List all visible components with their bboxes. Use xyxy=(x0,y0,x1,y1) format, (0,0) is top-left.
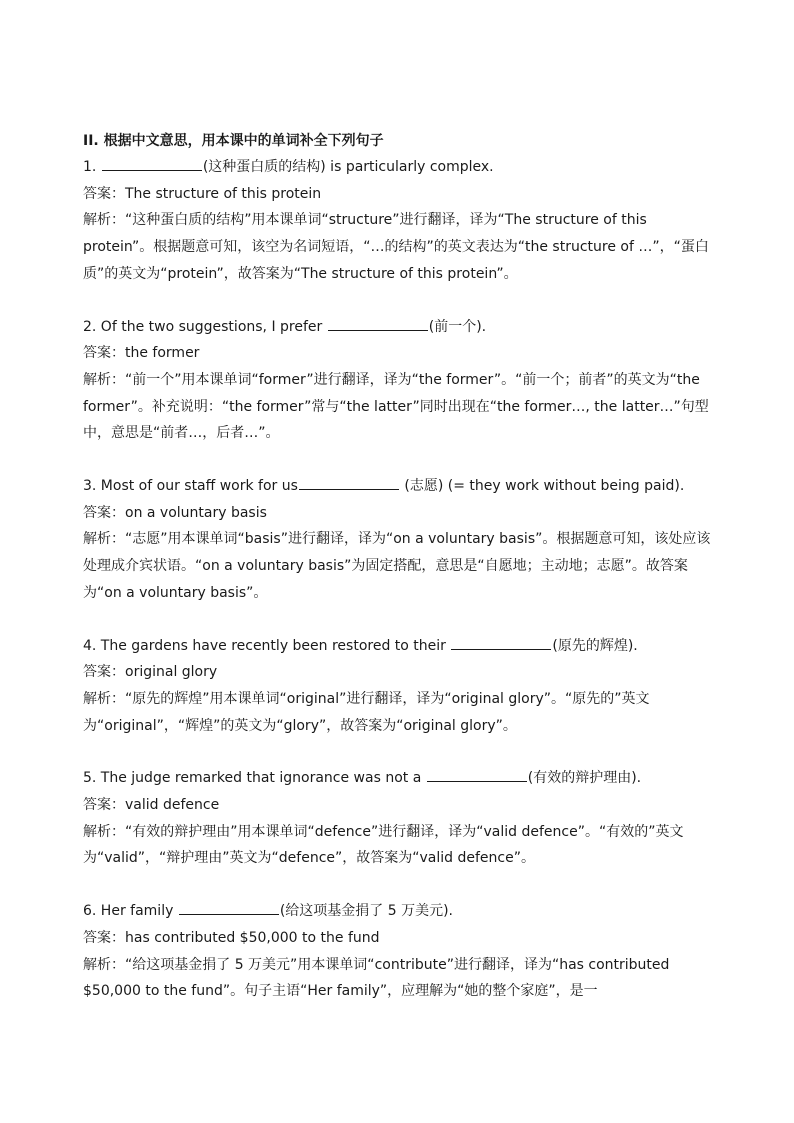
question-4-prefix: 4. The gardens have recently been restored to their xyxy=(83,637,451,654)
question-4 xyxy=(83,633,715,660)
analysis-3: 解析：“志愿”用本课单词“basis”进行翻译，译为“on a voluntary basis”。根据题意可知，该处应该处理成介宾状语。“on a voluntary basis”为固定搭配，意思是“自愿地；主动地；志愿”。故答案为“on a voluntary basis”。 xyxy=(83,531,711,601)
exercise-item-3 xyxy=(83,473,715,607)
question-2 xyxy=(83,314,715,341)
question-3 xyxy=(83,473,715,500)
answer-6: 答案：has contributed $50,000 to the fund xyxy=(83,929,380,946)
question-6-suffix: (给这项基金捐了 5 万美元). xyxy=(279,903,454,920)
answer-4: 答案：original glory xyxy=(83,664,218,681)
question-1-suffix: (这种蛋白质的结构) is particularly complex. xyxy=(202,159,494,175)
exercise-item-1 xyxy=(83,154,715,288)
answer-blank-6 xyxy=(179,900,279,915)
answer-5: 答案：valid defence xyxy=(83,797,220,814)
answer-blank-5 xyxy=(427,767,527,782)
document-page xyxy=(83,128,715,1031)
exercise-item-5 xyxy=(83,765,715,872)
question-2-suffix: (前一个). xyxy=(428,318,487,335)
question-5-suffix: (有效的辩护理由). xyxy=(527,770,642,787)
exercise-item-6 xyxy=(83,898,715,1005)
answer-blank-3 xyxy=(299,475,399,490)
answer-blank-1 xyxy=(102,156,202,171)
question-5 xyxy=(83,765,715,792)
analysis-2: 解析：“前一个”用本课单词“former”进行翻译，译为“the former”。“前一个；前者”的英文为“the former”。补充说明：“the former”常与“the latter”同时出现在“the former…, the latter…”句型中，意思是“前者…，后者…”。 xyxy=(83,371,709,442)
analysis-5: 解析：“有效的辩护理由”用本课单词“defence”进行翻译，译为“valid defence”。“有效的”英文为“valid”，“辩护理由”英文为“defence”，故答案为“valid defence”。 xyxy=(83,823,684,867)
analysis-4: 解析：“原先的辉煌”用本课单词“original”进行翻译，译为“original glory”。“原先的”英文为“original”，“辉煌”的英文为“glory”，故答案为“original glory”。 xyxy=(83,690,650,734)
question-4-suffix: (原先的辉煌). xyxy=(552,637,638,654)
answer-2: 答案：the former xyxy=(83,345,200,362)
question-6 xyxy=(83,898,715,925)
question-3-suffix: (志愿) (= they work without being paid). xyxy=(399,478,685,495)
answer-blank-4 xyxy=(451,635,551,650)
analysis-1: 解析：“这种蛋白质的结构”用本课单词“structure”进行翻译，译为“The structure of this protein”。根据题意可知，该空为名词短语，“…的结构”的英文表达为“the structure of …”，“蛋白质”的英文为“protein”，故答案为“The structure of this protein”。 xyxy=(83,212,709,282)
question-3-prefix: 3. Most of our staff work for us xyxy=(83,478,298,495)
answer-3: 答案：on a voluntary basis xyxy=(83,504,267,521)
question-1 xyxy=(83,154,715,181)
analysis-6: 解析：“给这项基金捐了 5 万美元”用本课单词“contribute”进行翻译，译为“has contributed $50,000 to the fund”。句子主语“Her family”，应理解为“她的整个家庭”，是一 xyxy=(83,956,670,1000)
question-2-prefix: 2. Of the two suggestions, I prefer xyxy=(83,318,327,335)
answer-1: 答案：The structure of this protein xyxy=(83,185,322,202)
question-1-prefix: 1. xyxy=(83,159,101,175)
answer-blank-2 xyxy=(328,316,428,331)
exercise-item-2 xyxy=(83,314,715,448)
question-6-prefix: 6. Her family xyxy=(83,903,178,920)
exercise-item-4 xyxy=(83,633,715,740)
section-heading: II. 根据中文意思，用本课中的单词补全下列句子 xyxy=(83,133,384,149)
question-5-prefix: 5. The judge remarked that ignorance was not a xyxy=(83,770,426,787)
